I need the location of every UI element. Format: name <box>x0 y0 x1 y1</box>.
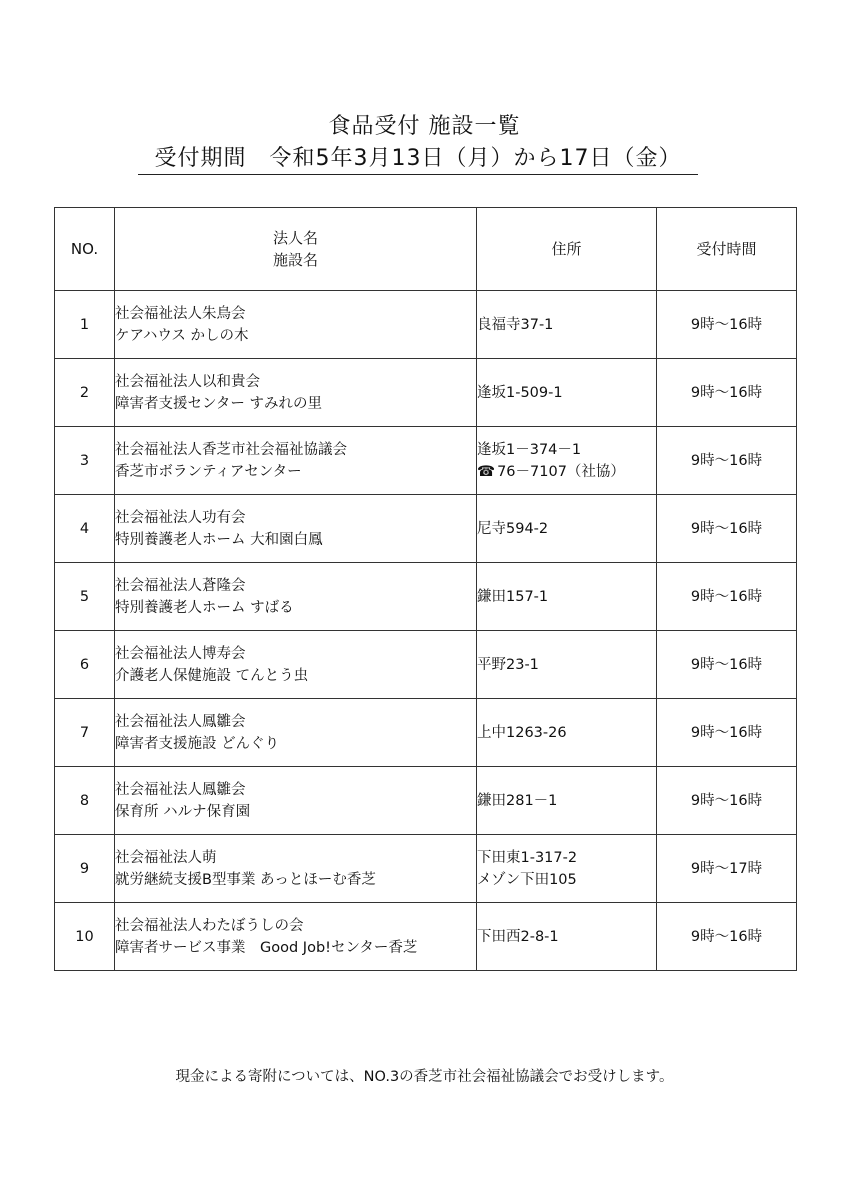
address-cell <box>477 767 657 835</box>
table-row <box>55 631 797 699</box>
facility-name: 障害者サービス事業 Good Job!センター香芝 <box>115 939 418 956</box>
corporation-name: 社会福祉法人香芝市社会福祉協議会 <box>115 441 347 458</box>
footer-note: 現金による寄附については、NO.3の香芝市社会福祉協議会でお受けします。 <box>175 1069 674 1085</box>
page-title: 食品受付 施設一覧 <box>328 114 521 139</box>
name-cell <box>115 427 477 495</box>
address-cell <box>477 699 657 767</box>
facility-name: 障害者支援施設 どんぐり <box>115 735 280 752</box>
hours-cell: 9時～16時 <box>657 359 797 427</box>
address-line: 良福寺37-1 <box>477 316 554 333</box>
row-number: 2 <box>55 359 115 427</box>
address-cell <box>477 631 657 699</box>
name-cell <box>115 563 477 631</box>
row-number: 8 <box>55 767 115 835</box>
hours-cell: 9時～17時 <box>657 835 797 903</box>
name-cell <box>115 631 477 699</box>
row-number: 5 <box>55 563 115 631</box>
hours-cell: 9時～16時 <box>657 427 797 495</box>
address-line: 下田東1-317-2 <box>477 849 578 866</box>
table-row <box>55 291 797 359</box>
facility-name: 障害者支援センター すみれの里 <box>115 395 323 412</box>
address-cell <box>477 359 657 427</box>
facility-name: 介護老人保健施設 てんとう虫 <box>115 667 309 684</box>
address-line: 上中1263-26 <box>477 724 567 741</box>
facility-name: ケアハウス かしの木 <box>115 327 249 344</box>
corporation-name: 社会福祉法人蒼隆会 <box>115 577 246 594</box>
name-cell <box>115 767 477 835</box>
header-no: NO. <box>55 208 115 291</box>
table-row <box>55 563 797 631</box>
reception-period-text: 受付期間 令和5年3月13日（月）から17日（金） <box>154 146 682 171</box>
facility-name: 就労継続支援B型事業 あっとほーむ香芝 <box>115 871 376 888</box>
address-cell <box>477 291 657 359</box>
address-line: 逢坂1－374－1 <box>477 441 582 458</box>
hours-cell: 9時～16時 <box>657 631 797 699</box>
name-cell <box>115 835 477 903</box>
row-number: 9 <box>55 835 115 903</box>
hours-cell: 9時～16時 <box>657 903 797 971</box>
hours-cell: 9時～16時 <box>657 291 797 359</box>
corporation-name: 社会福祉法人博寿会 <box>115 645 246 662</box>
telephone-icon: ☎ <box>477 463 496 480</box>
facility-name: 特別養護老人ホーム 大和園白鳳 <box>115 531 323 548</box>
header-hours: 受付時間 <box>657 208 797 291</box>
table-row <box>55 835 797 903</box>
row-number: 3 <box>55 427 115 495</box>
hours-cell: 9時～16時 <box>657 563 797 631</box>
address-line: 尼寺594-2 <box>477 520 549 537</box>
table-header-row <box>55 208 797 291</box>
corporation-name: 社会福祉法人萌 <box>115 849 217 866</box>
name-cell <box>115 495 477 563</box>
header-corp-label: 法人名 <box>272 229 318 247</box>
header-address: 住所 <box>477 208 657 291</box>
name-cell <box>115 291 477 359</box>
phone-number: 76－7107（社協） <box>497 463 625 480</box>
address-line: 鎌田157-1 <box>477 588 549 605</box>
header-facility-label: 施設名 <box>272 251 318 269</box>
corporation-name: 社会福祉法人鳳雛会 <box>115 713 246 730</box>
facility-table <box>54 207 797 971</box>
phone-line <box>477 461 656 483</box>
hours-cell: 9時～16時 <box>657 495 797 563</box>
header-name <box>115 208 477 291</box>
address-line: 平野23-1 <box>477 656 539 673</box>
address-cell <box>477 427 657 495</box>
table-row <box>55 495 797 563</box>
address-cell <box>477 563 657 631</box>
facility-name: 特別養護老人ホーム すばる <box>115 599 294 616</box>
address-line: 逢坂1-509-1 <box>477 384 563 401</box>
table-row <box>55 427 797 495</box>
corporation-name: 社会福祉法人功有会 <box>115 509 246 526</box>
table-row <box>55 903 797 971</box>
row-number: 7 <box>55 699 115 767</box>
table-row <box>55 359 797 427</box>
name-cell <box>115 359 477 427</box>
address-line: 下田西2-8-1 <box>477 928 559 945</box>
row-number: 4 <box>55 495 115 563</box>
address-cell <box>477 835 657 903</box>
corporation-name: 社会福祉法人鳳雛会 <box>115 781 246 798</box>
hours-cell: 9時～16時 <box>657 767 797 835</box>
row-number: 6 <box>55 631 115 699</box>
table-row <box>55 699 797 767</box>
address-line: メゾン下田105 <box>477 871 577 888</box>
name-cell <box>115 699 477 767</box>
facility-name: 香芝市ボランティアセンター <box>115 463 302 480</box>
table-row <box>55 767 797 835</box>
address-line: 鎌田281－1 <box>477 792 558 809</box>
address-cell <box>477 495 657 563</box>
corporation-name: 社会福祉法人朱鳥会 <box>115 305 246 322</box>
address-cell <box>477 903 657 971</box>
name-cell <box>115 903 477 971</box>
row-number: 10 <box>55 903 115 971</box>
corporation-name: 社会福祉法人以和貴会 <box>115 373 260 390</box>
row-number: 1 <box>55 291 115 359</box>
hours-cell: 9時～16時 <box>657 699 797 767</box>
corporation-name: 社会福祉法人わたぼうしの会 <box>115 917 304 934</box>
reception-period <box>138 144 698 175</box>
facility-name: 保育所 ハルナ保育園 <box>115 803 251 820</box>
